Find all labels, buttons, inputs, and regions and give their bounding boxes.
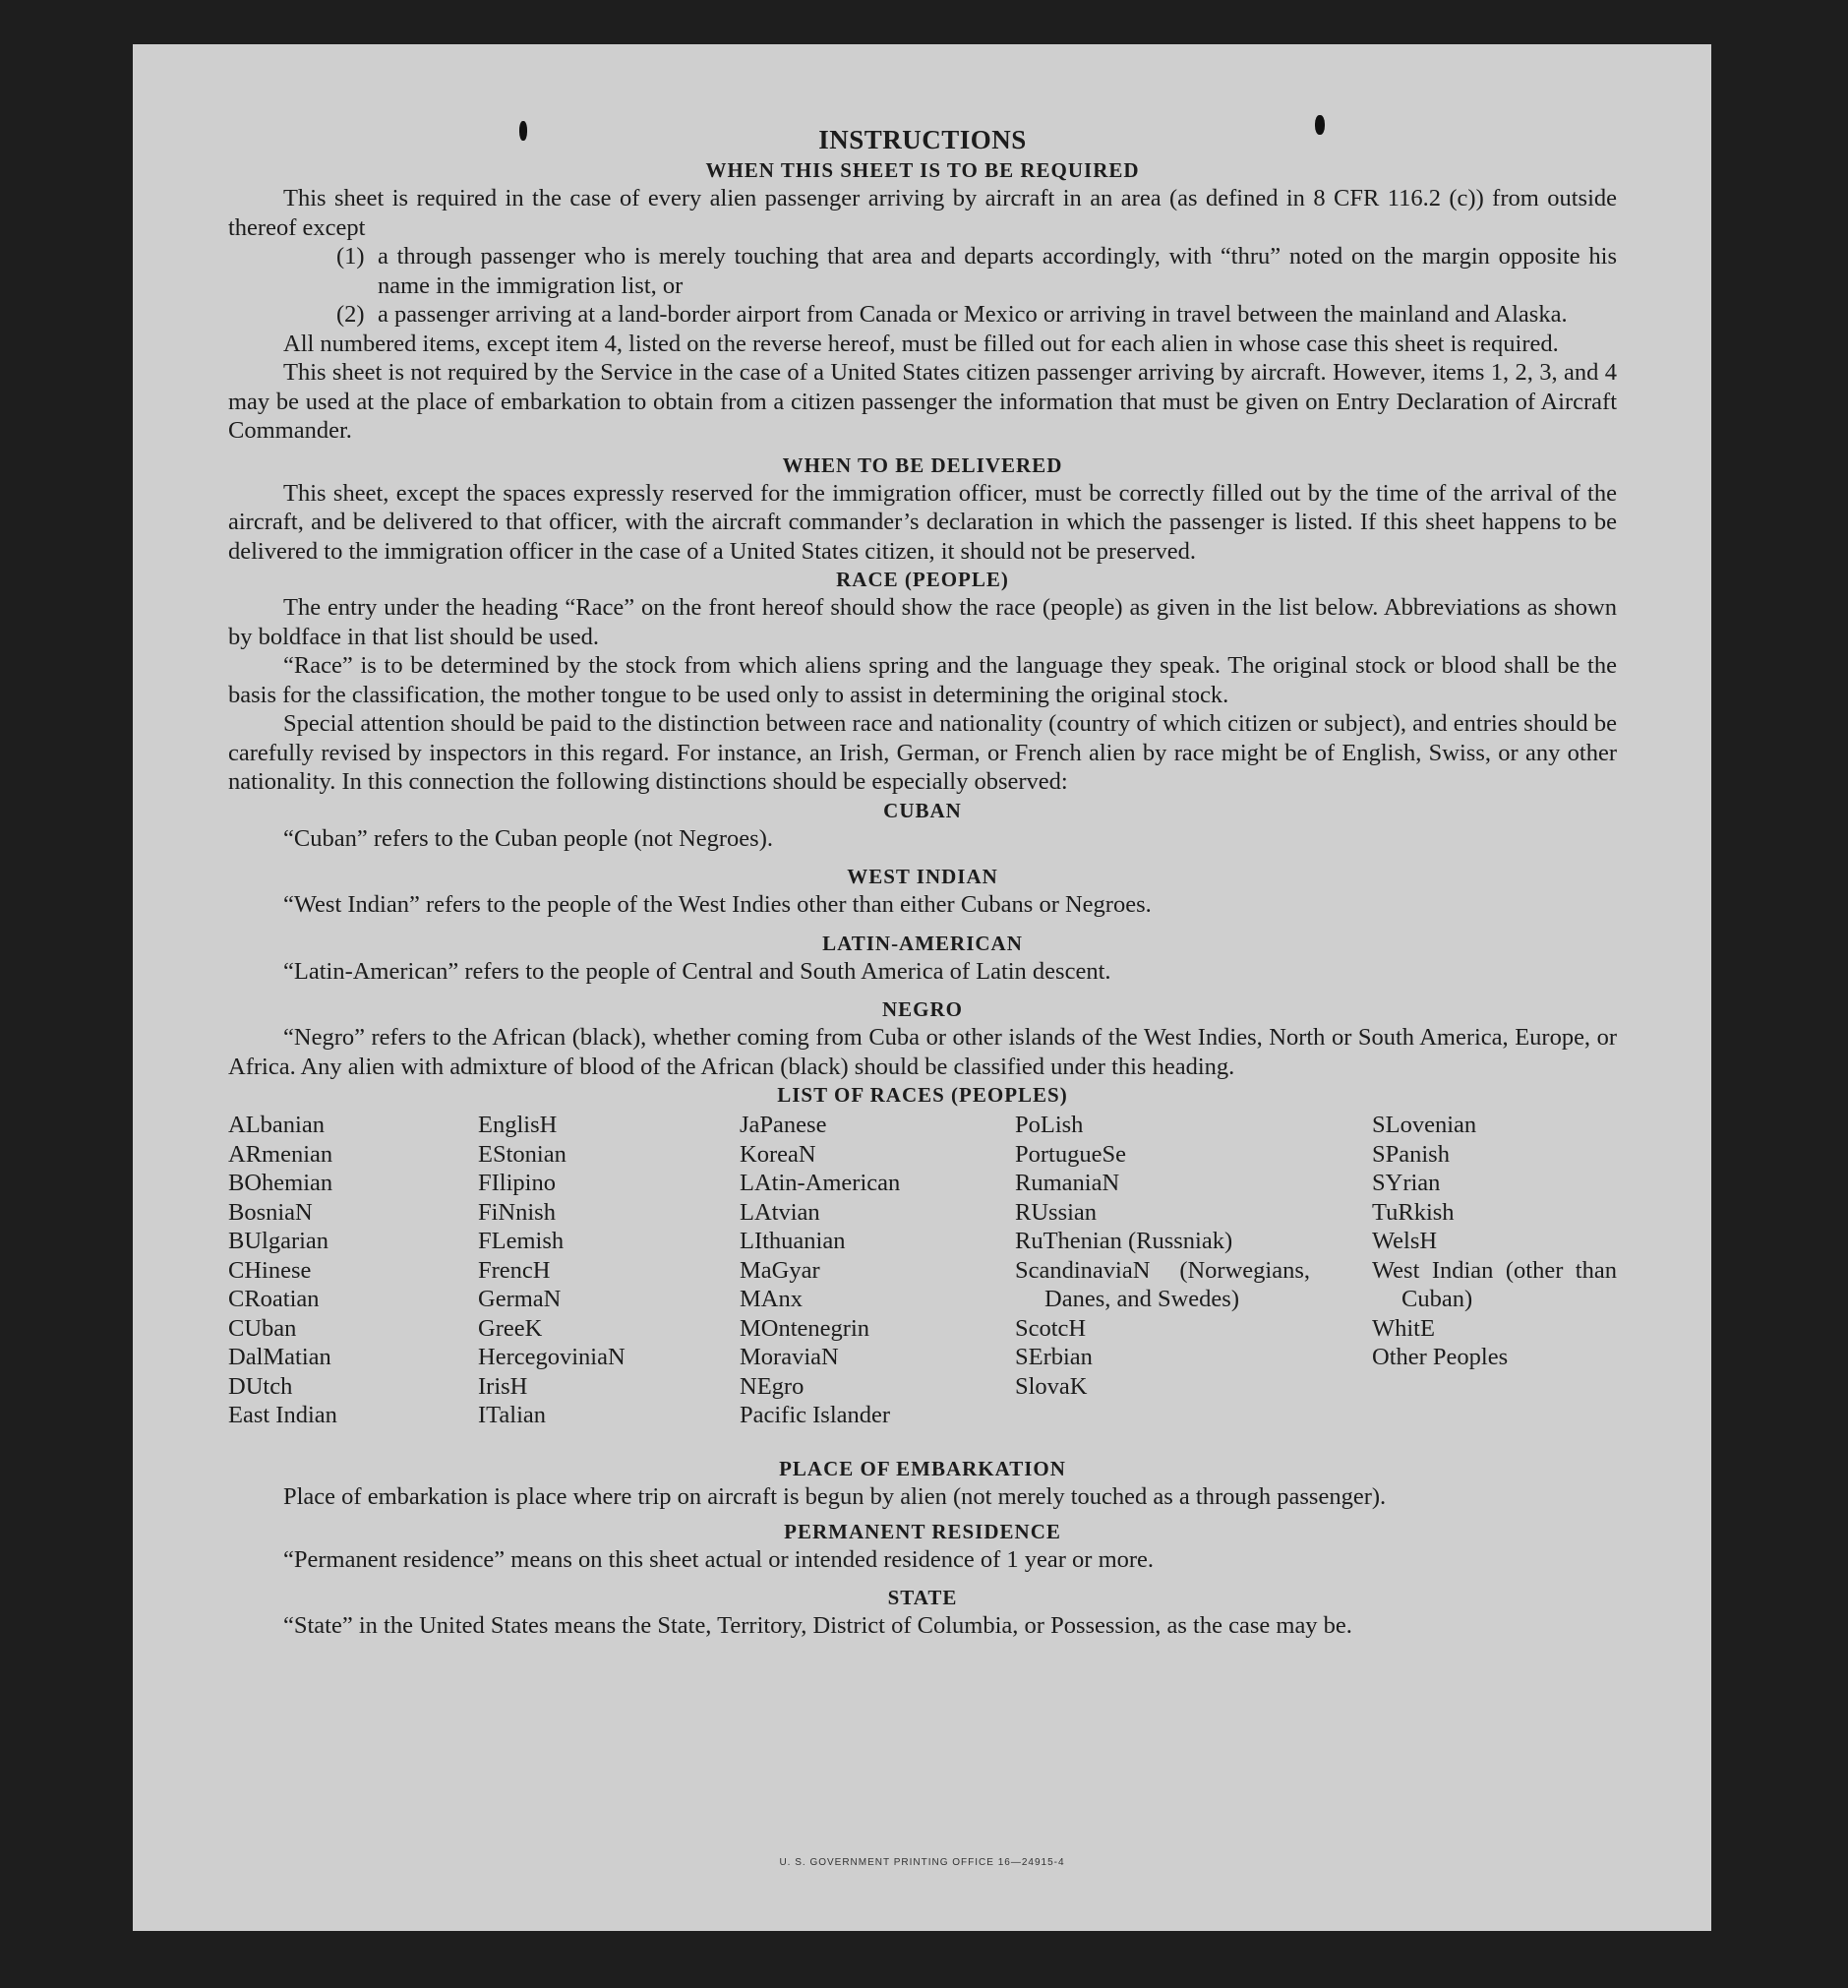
race-column xyxy=(478,1111,734,1430)
item-text: a through passenger who is merely touching that area and departs accordingly, with “thru” noted on the margin opposite his name in the immigration list, or xyxy=(378,243,1617,299)
race-entry: GermaN xyxy=(478,1286,562,1312)
paragraph: “Cuban” refers to the Cuban people (not Negroes). xyxy=(283,824,773,852)
paragraph: This sheet is required in the case of every alien passenger arriving by aircraft in an area (as defined in 8 CFR 116.2 (c)) from outside thereof except xyxy=(228,185,1617,241)
race-entry: LAtin-American xyxy=(740,1170,901,1196)
heading-state: STATE xyxy=(887,1586,958,1609)
paragraph: This sheet is not required by the Service in the case of a United States citizen passenger arriving by aircraft. However, items 1, 2, 3, and 4 may be used at the place of embarkation to obtain from a citizen passenger the information that must be given on Entry Declaration of Aircraft Commander. xyxy=(228,359,1617,444)
race-entry: CHinese xyxy=(228,1256,312,1284)
race-entry: HercegoviniaN xyxy=(478,1344,626,1370)
heading-list-of-races: LIST OF RACES (PEOPLES) xyxy=(777,1083,1068,1107)
race-entry: LIthuanian xyxy=(740,1228,846,1254)
list-item xyxy=(228,300,1617,330)
race-entry: IrisH xyxy=(478,1372,528,1400)
race-entry: GreeK xyxy=(478,1314,543,1342)
race-column xyxy=(740,1111,1010,1430)
document-sheet xyxy=(133,44,1711,1931)
race-entry: DalMatian xyxy=(228,1344,331,1370)
paragraph: “Permanent residence” means on this sheet actual or intended residence of 1 year or more. xyxy=(283,1545,1155,1573)
race-entry: SYrian xyxy=(1372,1170,1441,1196)
race-entry: BUlgarian xyxy=(228,1228,329,1254)
race-entry: Other Peoples xyxy=(1372,1344,1509,1370)
race-entry: SPanish xyxy=(1372,1140,1450,1168)
instructions-content xyxy=(228,123,1617,1641)
heading-permanent-residence: PERMANENT RESIDENCE xyxy=(784,1519,1061,1543)
item-number: (1) xyxy=(336,243,365,270)
race-entry: FIlipino xyxy=(478,1170,556,1196)
race-entry: SlovaK xyxy=(1015,1372,1088,1400)
race-entry: RUssian xyxy=(1015,1198,1098,1226)
race-entry: ALbanian xyxy=(228,1112,325,1138)
paragraph: “State” in the United States means the State, Territory, District of Columbia, or Possession, as the case may be. xyxy=(283,1612,1352,1639)
race-column xyxy=(1372,1111,1617,1372)
race-entry: PoLish xyxy=(1015,1112,1084,1138)
heading-cuban: CUBAN xyxy=(883,798,962,822)
heading-when-required: WHEN THIS SHEET IS TO BE REQUIRED xyxy=(705,158,1140,182)
race-list xyxy=(228,1111,1617,1455)
race-entry: FrencH xyxy=(478,1256,551,1284)
race-entry: MaGyar xyxy=(740,1256,820,1284)
race-entry: TuRkish xyxy=(1372,1198,1455,1226)
paragraph: “Negro” refers to the African (black), whether coming from Cuba or other islands of the West Indies, North or South America, Europe, or Africa. Any alien with admixture of blood of the African (black) should be classified under this heading. xyxy=(228,1024,1617,1080)
race-entry: West Indian (other than Cuban) xyxy=(1372,1256,1617,1312)
race-entry: FiNnish xyxy=(478,1198,556,1226)
race-entry: CUban xyxy=(228,1314,297,1342)
paragraph: “Race” is to be determined by the stock from which aliens spring and the language they speak. The original stock or blood shall be the basis for the classification, the mother tongue to be used only to assist in determining the original stock. xyxy=(228,652,1617,708)
race-entry: WelsH xyxy=(1372,1228,1438,1254)
printing-office-footer: U. S. GOVERNMENT PRINTING OFFICE 16—24915-4 xyxy=(779,1857,1065,1868)
paragraph: All numbered items, except item 4, listed on the reverse hereof, must be filled out for each alien in whose case this sheet is required. xyxy=(283,330,1559,357)
race-entry: SLovenian xyxy=(1372,1112,1477,1138)
race-entry: DUtch xyxy=(228,1372,293,1400)
race-entry: MoraviaN xyxy=(740,1344,839,1370)
page-title: INSTRUCTIONS xyxy=(818,125,1027,154)
race-entry: LAtvian xyxy=(740,1198,820,1226)
heading-race: RACE (PEOPLE) xyxy=(836,568,1009,591)
race-entry: ARmenian xyxy=(228,1140,333,1168)
race-entry: MAnx xyxy=(740,1286,803,1312)
race-entry: EnglisH xyxy=(478,1112,558,1138)
heading-when-delivered: WHEN TO BE DELIVERED xyxy=(782,452,1063,477)
race-entry: ScotcH xyxy=(1015,1314,1087,1342)
race-entry: PortugueSe xyxy=(1015,1140,1126,1168)
list-item xyxy=(228,242,1617,300)
race-column xyxy=(228,1111,474,1430)
heading-place-of-embarkation: PLACE OF EMBARKATION xyxy=(779,1457,1066,1480)
race-entry: FLemish xyxy=(478,1228,565,1254)
race-entry: CRoatian xyxy=(228,1286,320,1312)
race-entry: NEgro xyxy=(740,1372,805,1400)
race-entry: ITalian xyxy=(478,1402,547,1428)
race-entry: RuThenian (Russniak) xyxy=(1015,1228,1233,1254)
paragraph: This sheet, except the spaces expressly reserved for the immigration officer, must be correctly filled out by the time of the arrival of the aircraft, and be delivered to that officer, with the aircraft commander’s declaration in which the passenger is listed. If this sheet happens to be delivered to the immigration officer in the case of a United States citizen, it should not be preserved. xyxy=(228,479,1617,565)
race-entry: EStonian xyxy=(478,1140,566,1168)
heading-negro: NEGRO xyxy=(881,997,963,1021)
race-entry: MOntenegrin xyxy=(740,1314,869,1342)
item-text: a passenger arriving at a land-border airport from Canada or Mexico or arriving in travel between the mainland and Alaska. xyxy=(378,301,1568,328)
race-entry: BosniaN xyxy=(228,1198,313,1226)
race-entry: SErbian xyxy=(1015,1344,1093,1370)
heading-latin-american: LATIN-AMERICAN xyxy=(822,931,1023,955)
paragraph: Place of embarkation is place where trip on aircraft is begun by alien (not merely touched as a through passenger). xyxy=(283,1483,1387,1510)
paragraph: “West Indian” refers to the people of the West Indies other than either Cubans or Negroes. xyxy=(283,891,1152,918)
race-entry: BOhemian xyxy=(228,1170,333,1196)
paragraph: “Latin-American” refers to the people of Central and South America of Latin descent. xyxy=(283,957,1111,985)
paragraph: The entry under the heading “Race” on the front hereof should show the race (people) as given in the list below. Abbreviations as shown by boldface in that list should be used. xyxy=(228,594,1617,650)
heading-west-indian: WEST INDIAN xyxy=(847,865,998,888)
race-entry: KoreaN xyxy=(740,1140,816,1168)
race-entry: East Indian xyxy=(228,1402,337,1428)
race-entry: JaPanese xyxy=(740,1112,827,1138)
race-column xyxy=(1015,1111,1310,1401)
race-entry: WhitE xyxy=(1372,1314,1435,1342)
item-number: (2) xyxy=(336,301,365,328)
race-entry: RumaniaN xyxy=(1015,1170,1120,1196)
race-entry: ScandinaviaN (Norwegians, Danes, and Swedes) xyxy=(1015,1256,1310,1312)
paragraph: Special attention should be paid to the distinction between race and nationality (country of which citizen or subject), and entries should be carefully revised by inspectors in this regard. For instance, an Irish, German, or French alien by race might be of English, Swiss, or any other nationality. In this connection the following distinctions should be especially observed: xyxy=(228,710,1617,795)
race-entry: Pacific Islander xyxy=(740,1402,891,1428)
